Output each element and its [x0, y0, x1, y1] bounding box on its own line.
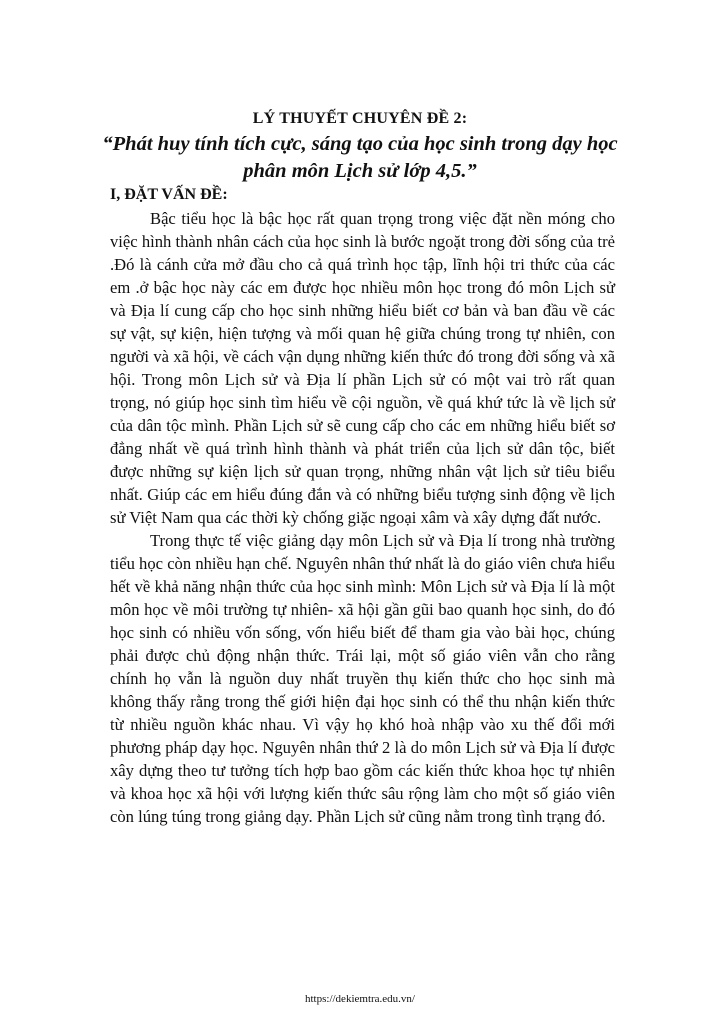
document-subtitle [100, 131, 620, 185]
subtitle-line-1: “Phát huy tính tích cực, sáng tạo của học sinh trong dạy học [102, 133, 618, 155]
document-body [110, 207, 615, 828]
paragraph-2: Trong thực tế việc giảng dạy môn Lịch sử và Địa lí trong nhà trường tiểu học còn nhiều hạn chế. Nguyên nhân thứ nhất là do giáo viên chưa hiểu hết về khả năng nhận thức của học sinh mình: Môn Lịch sử và Địa lí là một môn học về môi trường tự nhiên- xã hội gần gũi bao quanh học sinh, do đó học sinh có nhiều vốn sống, vốn hiểu biết để tham gia vào bài học, chúng phải được chủ động nhận thức. Trái lại, một số giáo viên vẫn cho rằng chính họ vẫn là nguồn duy nhất truyền thụ kiến thức cho học sinh mà không thấy rằng trong thế giới hiện đại học sinh có thể thu nhận kiến thức từ nhiều nguồn khác nhau. Vì vậy họ khó hoà nhập vào xu thế đổi mới phương pháp dạy học. Nguyên nhân thứ 2 là do môn Lịch sử và Địa lí được xây dựng theo tư tưởng tích hợp bao gồm các kiến thức khoa học tự nhiên và khoa học xã hội với lượng kiến thức sâu rộng làm cho một số giáo viên còn lúng túng trong giảng dạy. Phần Lịch sử cũng nằm trong tình trạng đó. [110, 531, 615, 826]
subtitle-line-2: phân môn Lịch sử lớp 4,5.” [243, 160, 477, 182]
document-heading: LÝ THUYẾT CHUYÊN ĐỀ 2: [252, 110, 468, 127]
footer-url[interactable]: https://dekiemtra.edu.vn/ [305, 993, 415, 1005]
section-title: I, ĐẶT VẤN ĐỀ: [110, 186, 228, 203]
paragraph-1: Bậc tiểu học là bậc học rất quan trọng trong việc đặt nền móng cho việc hình thành nhân cách của học sinh là bước ngoặt trong đời sống của trẻ .Đó là cánh cửa mở đầu cho cả quá trình học tập, lĩnh hội tri thức của các em .ở bậc học này các em được học nhiều môn học trong đó môn Lịch sử và Địa lí cung cấp cho học sinh những hiểu biết cơ bản và ban đầu về các sự vật, sự kiện, hiện tượng và mối quan hệ giữa chúng trong tự nhiên, con người và xã hội, về cách vận dụng những kiến thức đó trong đời sống và xã hội. Trong môn Lịch sử và Địa lí phần Lịch sử có một vai trò rất quan trọng, nó giúp học sinh tìm hiểu về cội nguồn, về quá khứ tức là về lịch sử của dân tộc mình. Phần Lịch sử sẽ cung cấp cho các em những hiểu biết sơ đẳng nhất về quá trình hình thành và phát triển của lịch sử dân tộc, biết được những sự kiện lịch sử quan trọng, những nhân vật lịch sử tiêu biểu nhất. Giúp các em hiểu đúng đắn và có những biểu tượng sinh động về lịch sử Việt Nam qua các thời kỳ chống giặc ngoại xâm và xây dựng đất nước. [110, 209, 615, 527]
